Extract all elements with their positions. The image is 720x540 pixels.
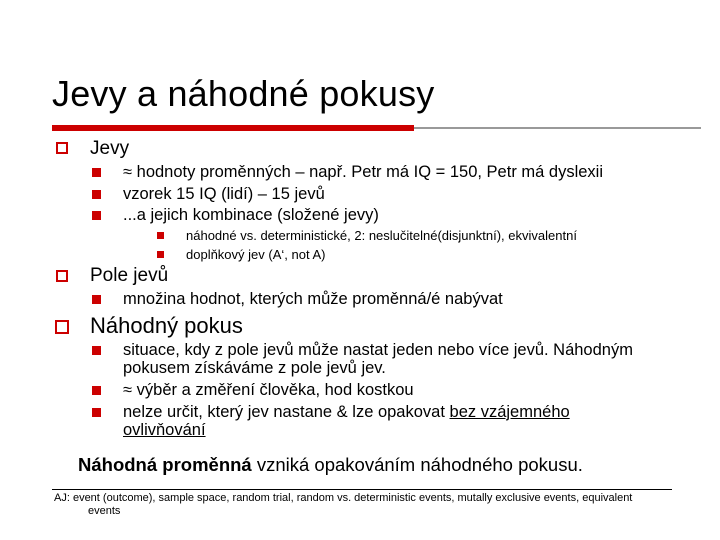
list-item: množina hodnot, kterých může proměnná/é nabývat (123, 290, 503, 308)
underlined-text: ovlivňování (123, 421, 206, 439)
filled-square-bullet-icon (92, 168, 101, 177)
conclusion-rest: vzniká opakováním náhodného pokusu. (251, 454, 583, 475)
list-item (123, 341, 633, 377)
filled-square-bullet-icon (157, 232, 164, 239)
list-item (123, 403, 570, 439)
filled-square-bullet-icon (92, 190, 101, 199)
title-underline-divider (414, 127, 701, 129)
list-item-line: situace, kdy z pole jevů může nastat jeden nebo více jevů. Náhodným (123, 341, 633, 359)
conclusion-bold: Náhodná proměnná (78, 454, 252, 475)
footnote-line: events (88, 505, 121, 517)
footnote-separator (52, 489, 672, 490)
list-subitem: náhodné vs. deterministické, 2: neslučitelné(disjunktní), ekvivalentní (186, 228, 577, 243)
hollow-square-bullet-icon (55, 320, 69, 334)
filled-square-bullet-icon (92, 386, 101, 395)
list-item-line: pokusem získáváme z pole jevů jev. (123, 359, 386, 377)
list-item: ≈ hodnoty proměnných – např. Petr má IQ = 150, Petr má dyslexii (123, 163, 603, 181)
section-heading-pole-jevu: Pole jevů (90, 265, 169, 286)
section-heading-jevy: Jevy (90, 138, 130, 159)
section-heading-nahodny-pokus: Náhodný pokus (90, 313, 243, 338)
hollow-square-bullet-icon (56, 270, 68, 282)
filled-square-bullet-icon (92, 408, 101, 417)
slide-title: Jevy a náhodné pokusy (52, 73, 435, 114)
filled-square-bullet-icon (157, 251, 164, 258)
underlined-text: bez vzájemného (449, 403, 570, 421)
footnote (54, 492, 632, 518)
list-subitem: doplňkový jev (A‘, not A) (186, 247, 326, 262)
footnote-line: AJ: event (outcome), sample space, random trial, random vs. deterministic events, mutally exclusive events, equivalent (54, 492, 633, 504)
filled-square-bullet-icon (92, 346, 101, 355)
list-item-text: nelze určit, který jev nastane & lze opakovat (123, 403, 450, 421)
hollow-square-bullet-icon (56, 142, 68, 154)
conclusion-text (78, 454, 583, 476)
filled-square-bullet-icon (92, 211, 101, 220)
list-item-line (123, 403, 570, 421)
list-item-line (123, 421, 570, 439)
list-item: vzorek 15 IQ (lidí) – 15 jevů (123, 185, 325, 203)
list-item: ≈ výběr a změření člověka, hod kostkou (123, 381, 414, 399)
filled-square-bullet-icon (92, 295, 101, 304)
title-underline-accent (52, 125, 414, 131)
list-item: ...a jejich kombinace (složené jevy) (123, 206, 379, 224)
